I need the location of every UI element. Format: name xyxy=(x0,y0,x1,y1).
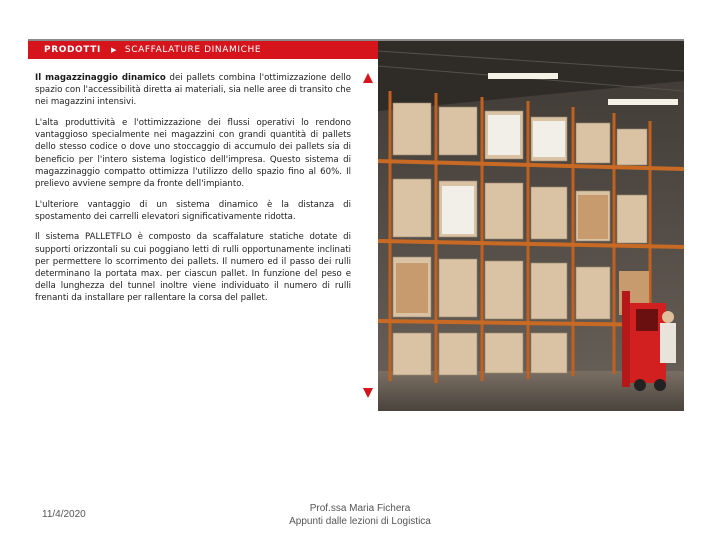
scroll-up-icon[interactable] xyxy=(363,73,373,83)
footer-author: Prof.ssa Maria Fichera xyxy=(309,503,411,514)
paragraph-intro xyxy=(35,72,351,109)
triangle-right-icon: ▶ xyxy=(110,46,117,54)
article-body xyxy=(35,72,351,313)
breadcrumb-section[interactable]: PRODOTTI xyxy=(44,45,101,55)
paragraph-advantage: L'ulteriore vantaggio di un sistema dinamico è la distanza di spostamento dei carrelli elevatori significativamente ridotta. xyxy=(35,199,351,222)
warehouse-photo xyxy=(378,41,684,411)
paragraph-productivity: L'alta produttività e l'ottimizzazione dei flussi operativi lo rendono vantaggioso specialmente nei magazzini con grandi quantità di pallets dello stesso codice o dove uno stoccaggio di accumulo dei pallets sia di beneficio per l'intero sistema logistico dell'impresa. Questo sistema di magazzinaggio compatto ottimizza l'utilizzo dello spazio fino al 60%. Il prelievo avviene sempre da fronte dell'impianto. xyxy=(35,118,351,190)
footer-credit xyxy=(260,502,460,528)
intro-bold-term: Il magazzinaggio dinamico xyxy=(35,73,166,83)
scroll-down-icon[interactable] xyxy=(363,388,373,398)
breadcrumb-subsection[interactable]: SCAFFALATURE DINAMICHE xyxy=(124,45,262,55)
paragraph-palletflo: Il sistema PALLETFLO è composto da scaffalature statiche dotate di supporti orizzontali su cui poggiano letti di rulli opportunamente inclinati per permettere lo scorrimento dei pallets. Il numero ed il passo dei rulli determinano la portata max. per ciascun pallet. In funzione del peso e della lunghezza del tunnel inoltre viene individuato il numero di rulli frenanti da installare per rallentare la corsa del pallet. xyxy=(35,232,351,304)
intro-text: dei pallets combina l'ottimizzazione dello spazio con l'accessibilità diretta ai materiali, sia nelle aree di transito che nei magazzini intensivi. xyxy=(35,73,351,108)
footer-date: 11/4/2020 xyxy=(42,509,86,520)
footer-course: Appunti dalle lezioni di Logistica xyxy=(289,516,431,527)
